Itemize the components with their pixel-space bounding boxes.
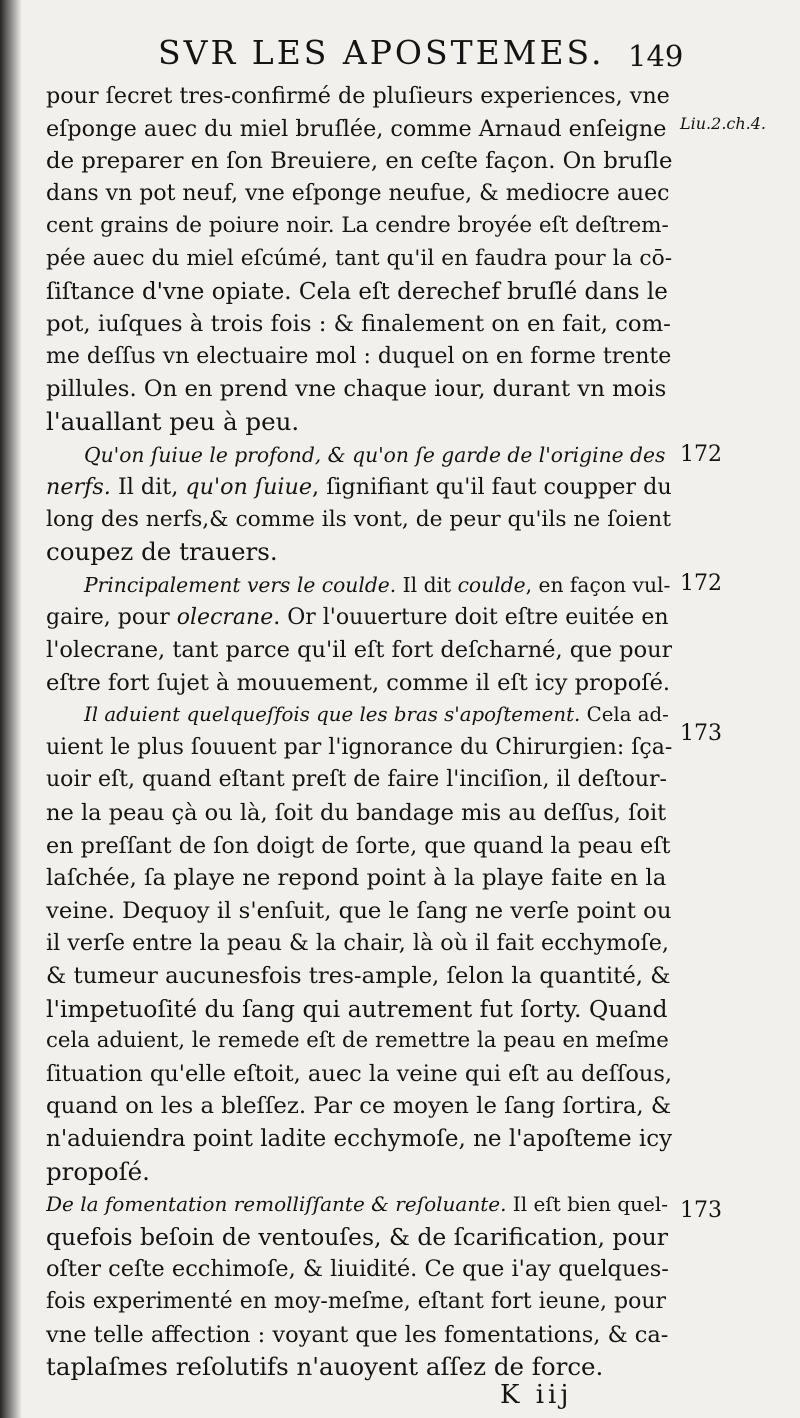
text-span: Il eſt bien quel-	[506, 1192, 669, 1217]
text-span: l'olecrane, tant parce qu'il eſt fort deſcharné, que pour	[46, 637, 672, 664]
italic-span: Qu'on ſuiue le profond, & qu'on ſe garde de l'origine des	[84, 442, 666, 467]
text-line	[46, 1286, 672, 1319]
text-line	[46, 699, 672, 732]
text-span: . Or l'ouuerture doit eſtre euitée en	[273, 604, 669, 630]
text-line	[46, 1123, 672, 1156]
text-span: pée auec du miel eſcúmé, tant qu'il en faudra pour la cō-	[46, 245, 672, 271]
text-span: laſchée, ſa playe ne repond point à la playe faite en la	[46, 865, 667, 892]
text-span: Il dit,	[110, 474, 186, 501]
text-line	[46, 993, 672, 1026]
text-span: l'auallant peu à peu.	[46, 406, 300, 436]
text-line	[46, 732, 672, 765]
text-line	[46, 80, 672, 113]
text-span: & tumeur aucunesfois tres-ample, ſelon la quantité, &	[46, 963, 671, 990]
text-span: pillules. On en prend vne chaque iour, durant vn mois	[46, 376, 667, 403]
italic-span: De la fomentation remolliſſante & reſoluante.	[46, 1192, 507, 1217]
text-line	[46, 210, 672, 243]
text-line	[46, 504, 672, 537]
text-span: , en façon vul-	[525, 572, 671, 597]
italic-span: nerfs.	[46, 474, 111, 501]
text-span: , ſignifiant qu'il faut coupper du	[312, 474, 672, 501]
text-span: taplaſmes reſolutifs n'auoyent aſſez de force.	[46, 1352, 604, 1382]
text-line	[46, 406, 672, 439]
text-span: cent grains de poiure noir. La cendre broyée eſt deſtrem-	[46, 213, 669, 239]
signature-mark: K iij	[500, 1380, 573, 1410]
text-line	[46, 341, 672, 374]
text-line	[46, 960, 672, 993]
text-line	[46, 243, 672, 276]
margin-ref: 173	[680, 1198, 722, 1223]
text-line	[46, 536, 672, 569]
text-line	[46, 1253, 672, 1286]
text-line	[46, 1025, 672, 1058]
text-span: Cela ad-	[580, 703, 669, 727]
text-line	[46, 862, 672, 895]
text-span: long des nerfs,& comme ils vont, de peur qu'ils ne ſoient	[46, 506, 671, 532]
text-line	[46, 439, 672, 472]
text-line	[46, 797, 672, 830]
text-span: quefois beſoin de ventouſes, & de ſcarification, pour	[46, 1222, 668, 1251]
text-line	[46, 1351, 672, 1384]
margin-ref: 173	[680, 721, 722, 746]
text-line	[46, 373, 672, 406]
text-span: quand on les a bleſſez. Par ce moyen le ſang ſortira, &	[46, 1093, 672, 1120]
text-span: uient le plus ſouuent par l'ignorance du Chirurgien: ſça-	[46, 734, 672, 760]
text-line	[46, 1221, 672, 1254]
text-span: dans vn pot neuf, vne eſponge neufue, & mediocre auec	[46, 180, 670, 206]
text-span: ne la peau çà ou là, ſoit du bandage mis au deſſus, ſoit	[46, 800, 667, 827]
text-span: de preparer en ſon Breuiere, en ceſte façon. On bruſle	[46, 148, 672, 175]
running-head: SVR LES APOSTEMES.	[158, 33, 605, 72]
italic-span: Il aduient quelqueſfois que les bras s'apoſtement.	[84, 703, 581, 727]
text-span: ſiſtance d'vne opiate. Cela eſt derechef bruſlé dans le	[46, 278, 668, 305]
text-line	[46, 308, 672, 341]
text-span: fois experimenté en moy-meſme, eſtant fort ieune, pour	[46, 1288, 667, 1314]
body-text	[46, 80, 672, 1384]
text-line	[46, 830, 672, 863]
text-span: vne telle affection : voyant que les fomentations, & ca-	[46, 1321, 669, 1348]
text-line	[46, 634, 672, 667]
text-span: eſponge auec du miel bruſlée, comme Arnaud enſeigne	[46, 115, 667, 142]
italic-span: qu'on ſuiue	[185, 474, 313, 501]
text-span: eſtre fort ſujet à mouuement, comme il eſt icy propoſé.	[46, 669, 671, 696]
text-span: oſter ceſte ecchimoſe, & liuidité. Ce que i'ay quelques-	[46, 1256, 669, 1283]
text-span: coupez de trauers.	[46, 537, 278, 567]
text-line	[46, 178, 672, 211]
text-line	[46, 113, 672, 146]
text-line	[46, 276, 672, 309]
text-line	[46, 471, 672, 504]
text-line	[46, 1090, 672, 1123]
text-line	[46, 145, 672, 178]
text-span: pot, iuſques à trois fois : & finalement on en fait, com-	[46, 311, 671, 338]
margin-note: Liu.2.ch.4.	[680, 114, 767, 133]
text-span: me deſſus vn electuaire mol : duquel on en forme trente	[46, 343, 672, 369]
text-line	[46, 569, 672, 602]
text-span: uoir eſt, quand eſtant preſt de faire l'inciſion, il deſtour-	[46, 767, 667, 793]
text-span: pour ſecret tres-confirmé de pluſieurs experiences, vne	[46, 83, 670, 109]
text-line	[46, 1319, 672, 1352]
text-line	[46, 927, 672, 960]
text-span: en preſſant de ſon doigt de ſorte, que quand la peau eſt	[46, 832, 671, 859]
text-line	[46, 1156, 672, 1189]
text-span: Il dit	[396, 572, 458, 597]
text-line	[46, 764, 672, 797]
text-span: ſituation qu'elle eſtoit, auec la veine qui eſt au deſſous,	[46, 1060, 672, 1087]
margin-ref: 172	[680, 442, 722, 467]
text-span: il verſe entre la peau & la chair, là où il fait ecchymoſe,	[46, 930, 669, 957]
text-span: veine. Dequoy il s'enſuit, que le ſang ne verſe point ou	[46, 897, 672, 924]
text-span: l'impetuoſité du ſang qui autrement fut ſorty. Quand	[46, 994, 668, 1023]
italic-span: coulde	[457, 572, 526, 597]
text-span: gaire, pour	[46, 604, 177, 630]
text-line	[46, 667, 672, 700]
text-span: n'aduiendra point ladite ecchymoſe, ne l'apoſteme icy	[46, 1126, 672, 1152]
italic-span: Principalement vers le coulde.	[84, 572, 397, 597]
text-span: cela aduient, le remede eſt de remettre la peau en meſme	[46, 1028, 669, 1054]
text-line	[46, 1058, 672, 1091]
text-line	[46, 1188, 672, 1221]
page-number: 149	[628, 39, 684, 73]
text-span: propoſé.	[46, 1156, 150, 1186]
text-line	[46, 895, 672, 928]
italic-span: olecrane	[176, 604, 274, 630]
margin-ref: 172	[680, 571, 722, 596]
text-line	[46, 602, 672, 635]
